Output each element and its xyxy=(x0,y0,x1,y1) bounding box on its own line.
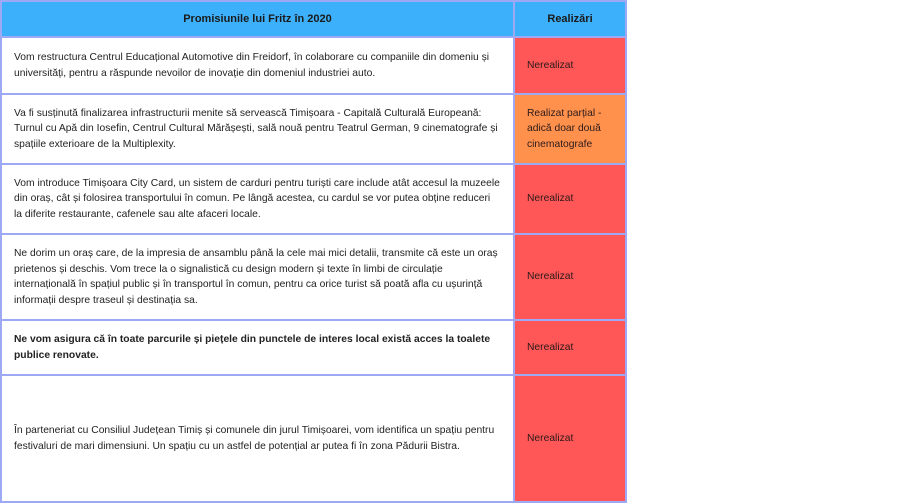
promise-cell: Vom restructura Centrul Educațional Automotive din Freidorf, în colaborare cu companiile din domeniu și universități, pentru a răspunde nevoilor de inovație din domeniul industriei auto. xyxy=(1,37,514,94)
header-achievements: Realizări xyxy=(514,1,626,37)
status-cell: Nerealizat xyxy=(514,234,626,320)
status-cell: Nerealizat xyxy=(514,375,626,502)
promise-cell: Ne vom asigura că în toate parcurile și piețele din punctele de interes local există acces la toalete publice renovate. xyxy=(1,320,514,375)
promise-cell: Ne dorim un oraș care, de la impresia de ansamblu până la cele mai mici detalii, transmite că este un oraș prietenos și deschis. Vom trece la o signalistică cu design modern și texte în limbi de circulație internațională în spațiul public și în transportul în comun, pentru ca orice turist să poată afla cu ușurință informații despre traseul și destinația sa. xyxy=(1,234,514,320)
status-cell: Nerealizat xyxy=(514,164,626,234)
table-row xyxy=(1,94,626,164)
promise-cell: Va fi susținută finalizarea infrastructurii menite să servească Timișoara - Capitală Culturală Europeană: Turnul cu Apă din Iosefin, Centrul Cultural Mărășești, sală nouă pentru Teatrul German, 9 cinematografe și spațiile exterioare de la Multiplexity. xyxy=(1,94,514,164)
status-cell: Nerealizat xyxy=(514,320,626,375)
table-row xyxy=(1,37,626,94)
status-cell: Realizat parțial - adică doar două cinematografe xyxy=(514,94,626,164)
table-row xyxy=(1,234,626,320)
promise-cell: Vom introduce Timișoara City Card, un sistem de carduri pentru turiști care include atât accesul la muzeele din oraș, cât și folosirea transportului în comun. Pe lângă acestea, cu cardul se vor putea obține reduceri la diferite restaurante, cafenele sau alte afaceri locale. xyxy=(1,164,514,234)
header-promises: Promisiunile lui Fritz în 2020 xyxy=(1,1,514,37)
promise-cell: În parteneriat cu Consiliul Județean Timiș și comunele din jurul Timișoarei, vom identifica un spațiu pentru festivaluri de mari dimensiuni. Un spațiu cu un astfel de potențial ar putea fi în zona Pădurii Bistra. xyxy=(1,375,514,502)
table-header-row xyxy=(1,1,626,37)
table-row xyxy=(1,164,626,234)
status-cell: Nerealizat xyxy=(514,37,626,94)
table-row xyxy=(1,375,626,502)
table-row xyxy=(1,320,626,375)
